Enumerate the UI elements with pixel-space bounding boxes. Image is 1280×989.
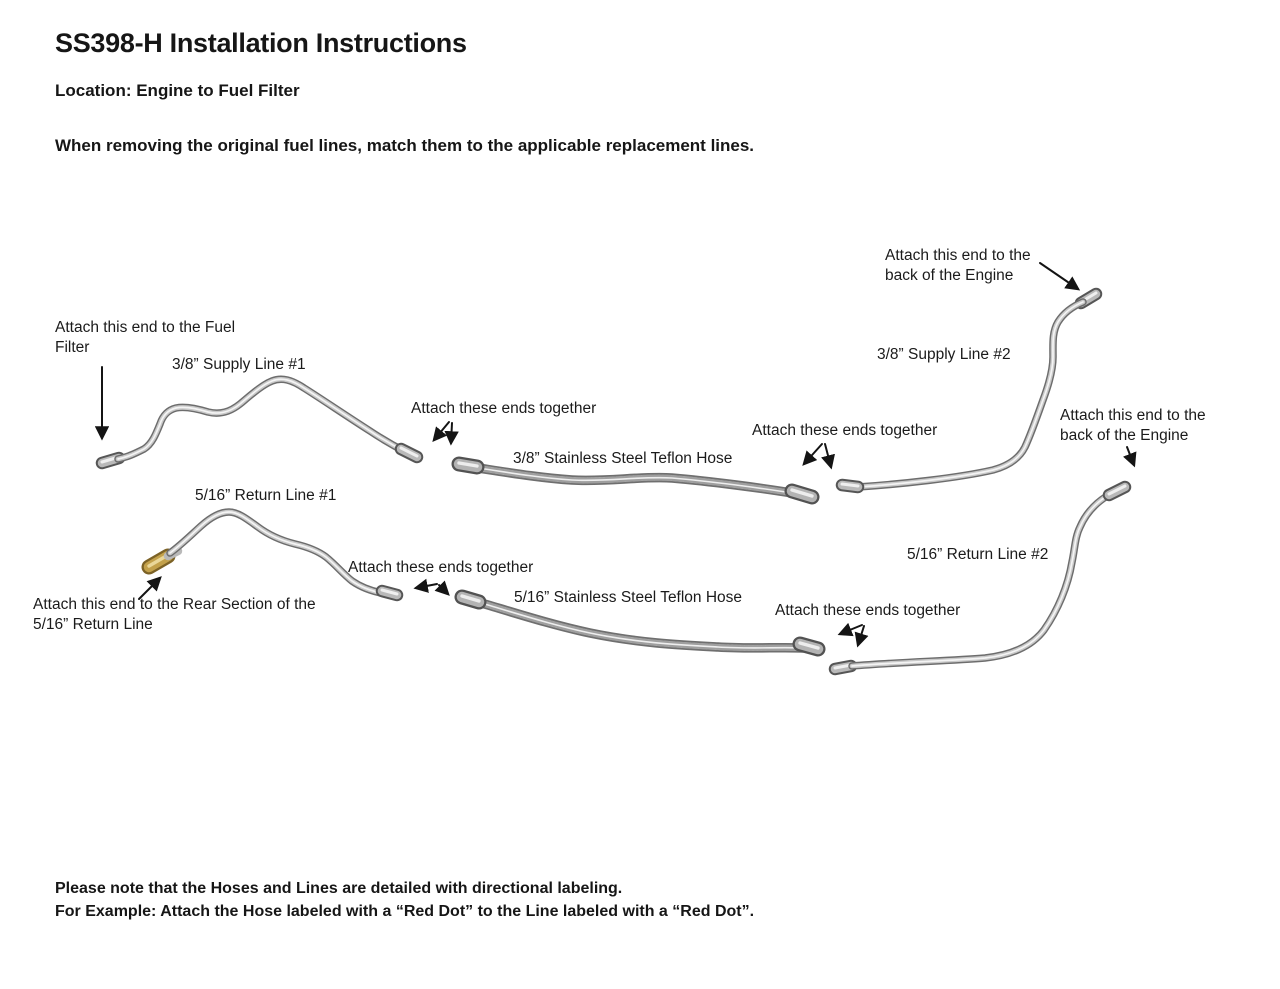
label-attach-engine-top: Attach this end to the back of the Engine: [885, 247, 1031, 284]
supply-line-2-image: [842, 293, 1096, 487]
label-attach-engine-right: Attach this end to the back of the Engine: [1060, 407, 1206, 444]
location-subtitle: Location: Engine to Fuel Filter: [55, 81, 300, 100]
label-hose-38: 3/8” Stainless Steel Teflon Hose: [513, 450, 733, 467]
label-return-line-1: 5/16” Return Line #1: [195, 487, 337, 504]
label-attach-ends-2: Attach these ends together: [752, 422, 938, 439]
arrow-ends-4b: [858, 626, 864, 645]
intro-instruction: When removing the original fuel lines, match them to the applicable replacement lines.: [55, 136, 755, 155]
arrow-ends-3a: [416, 584, 437, 588]
label-attach-rear-section: Attach this end to the Rear Section of the 5/16” Return Line: [33, 596, 316, 633]
footer-notes: [55, 877, 754, 923]
footer-note-1: Please note that the Hoses and Lines are detailed with directional labeling.: [55, 880, 623, 897]
label-attach-ends-3: Attach these ends together: [348, 559, 534, 576]
arrow-ends-1a: [434, 422, 449, 440]
arrow-ends-2a: [804, 444, 822, 464]
label-hose-516: 5/16” Stainless Steel Teflon Hose: [514, 589, 743, 606]
label-return-line-2: 5/16” Return Line #2: [907, 546, 1049, 563]
label-attach-ends-1: Attach these ends together: [411, 400, 597, 417]
label-attach-fuel-filter: Attach this end to the Fuel Filter: [55, 319, 236, 356]
arrow-ends-1b: [451, 423, 452, 443]
label-supply-line-2: 3/8” Supply Line #2: [877, 346, 1011, 363]
return-line-1-image: [149, 512, 397, 595]
arrow-ends-3b: [439, 585, 448, 594]
label-attach-ends-4: Attach these ends together: [775, 602, 961, 619]
arrow-engine-right: [1127, 447, 1134, 465]
return-line-2-image: [835, 486, 1125, 669]
supply-line-1-image: [102, 379, 417, 463]
label-supply-line-1: 3/8” Supply Line #1: [172, 356, 306, 373]
arrow-ends-4a: [840, 625, 862, 634]
arrow-ends-2b: [825, 444, 831, 467]
footer-note-2: For Example: Attach the Hose labeled with a “Red Dot” to the Line labeled with a “Red Dot”.: [55, 903, 755, 920]
page-title: SS398-H Installation Instructions: [55, 28, 467, 58]
